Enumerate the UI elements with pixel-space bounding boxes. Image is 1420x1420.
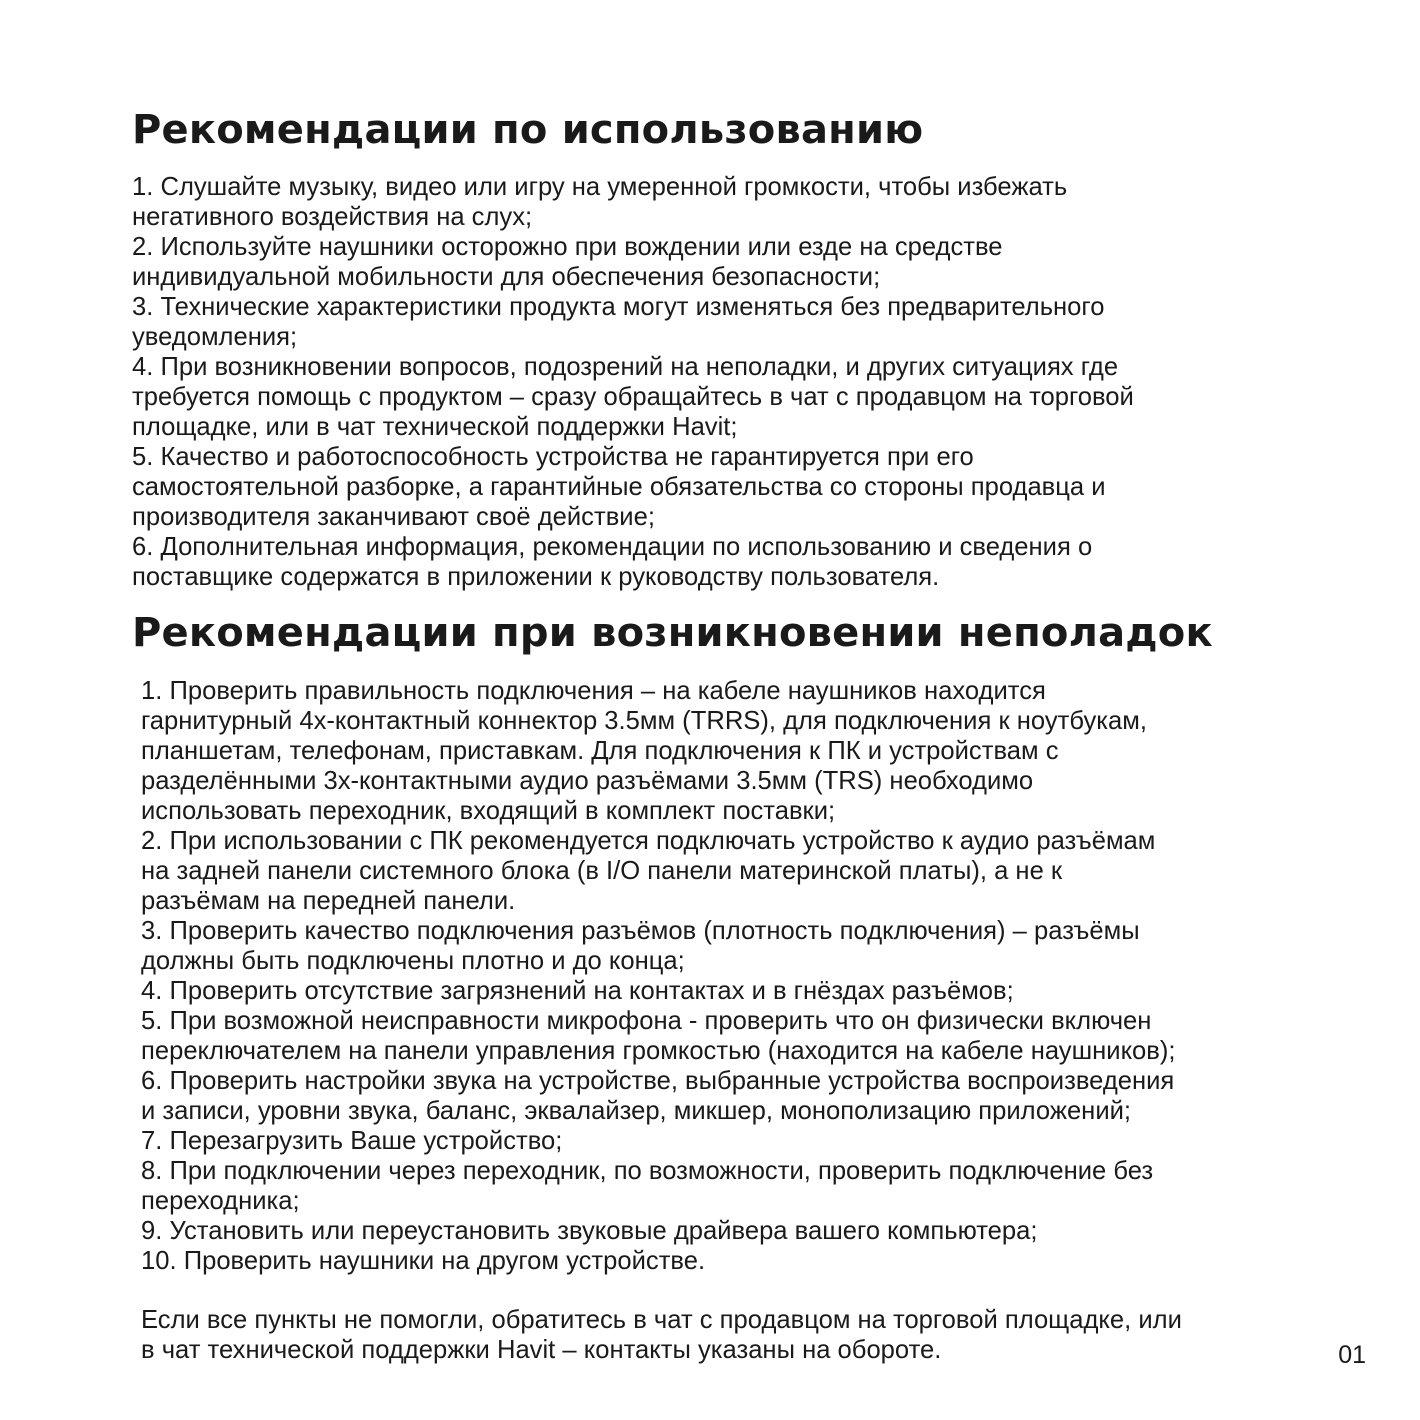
usage-recommendations-list <box>132 172 1134 592</box>
text-line: самостоятельной разборке, а гарантийные обязательства со стороны продавца и <box>132 473 1106 501</box>
text-line: 8. При подключении через переходник, по возможности, проверить подключение без <box>141 1157 1154 1185</box>
section-title-usage: Рекомендации по использованию <box>132 107 924 153</box>
text-line: должны быть подключены плотно и до конца; <box>141 947 685 975</box>
text-line: 3. Проверить качество подключения разъёмов (плотность подключения) – разъёмы <box>141 917 1140 945</box>
text-line: 3. Технические характеристики продукта могут изменяться без предварительного <box>132 293 1105 321</box>
text-line: уведомления; <box>132 323 298 351</box>
text-line: 4. При возникновении вопросов, подозрений на неполадки, и других ситуациях где <box>132 353 1119 381</box>
text-line: 10. Проверить наушники на другом устройстве. <box>141 1247 706 1275</box>
text-line: 4. Проверить отсутствие загрязнений на контактах и в гнёздах разъёмов; <box>141 977 1014 1005</box>
text-line: негативного воздействия на слух; <box>132 203 533 231</box>
text-line: 7. Перезагрузить Ваше устройство; <box>141 1127 563 1155</box>
text-line: поставщике содержатся в приложении к руководству пользователя. <box>132 563 940 591</box>
text-line: и записи, уровни звука, баланс, эквалайзер, микшер, монополизацию приложений; <box>141 1097 1132 1125</box>
support-note <box>141 1305 1182 1365</box>
text-line: 1. Слушайте музыку, видео или игру на умеренной громкости, чтобы избежать <box>132 173 1068 201</box>
text-line: переключателем на панели управления громкостью (находится на кабеле наушников); <box>141 1037 1176 1065</box>
text-line: 2. При использовании с ПК рекомендуется подключать устройство к аудио разъёмам <box>141 827 1156 855</box>
text-line: разделёнными 3х-контактными аудио разъёмами 3.5мм (TRS) необходимо <box>141 767 1034 795</box>
text-line: Если все пункты не помогли, обратитесь в чат с продавцом на торговой площадке, или <box>141 1306 1182 1334</box>
text-line: планшетам, телефонам, приставкам. Для подключения к ПК и устройствам с <box>141 737 1059 765</box>
text-line: 1. Проверить правильность подключения – на кабеле наушников находится <box>141 677 1046 705</box>
text-line: производителя заканчивают своё действие; <box>132 503 655 531</box>
section-title-troubleshooting: Рекомендации при возникновении неполадок <box>132 610 1213 656</box>
text-line: гарнитурный 4х-контактный коннектор 3.5мм (TRRS), для подключения к ноутбукам, <box>141 707 1147 735</box>
text-line: 6. Дополнительная информация, рекомендации по использованию и сведения о <box>132 533 1093 561</box>
text-line: 5. Качество и работоспособность устройства не гарантируется при его <box>132 443 974 471</box>
troubleshooting-list <box>141 676 1176 1276</box>
text-line: 6. Проверить настройки звука на устройстве, выбранные устройства воспроизведения <box>141 1067 1175 1095</box>
text-line: использовать переходник, входящий в комплект поставки; <box>141 797 836 825</box>
text-line: разъёмам на передней панели. <box>141 887 516 915</box>
page-number: 01 <box>1338 1341 1366 1369</box>
text-line: 2. Используйте наушники осторожно при вождении или езде на средстве <box>132 233 1003 261</box>
text-line: 9. Установить или переустановить звуковые драйвера вашего компьютера; <box>141 1217 1038 1245</box>
text-line: на задней панели системного блока (в I/O панели материнской платы), а не к <box>141 857 1063 885</box>
text-line: 5. При возможной неисправности микрофона - проверить что он физически включен <box>141 1007 1152 1035</box>
text-line: площадке, или в чат технической поддержки Havit; <box>132 413 738 441</box>
text-line: индивидуальной мобильности для обеспечения безопасности; <box>132 263 881 291</box>
text-line: в чат технической поддержки Havit – контакты указаны на обороте. <box>141 1336 942 1364</box>
text-line: переходника; <box>141 1187 300 1215</box>
text-line: требуется помощь с продуктом – сразу обращайтесь в чат с продавцом на торговой <box>132 383 1134 411</box>
